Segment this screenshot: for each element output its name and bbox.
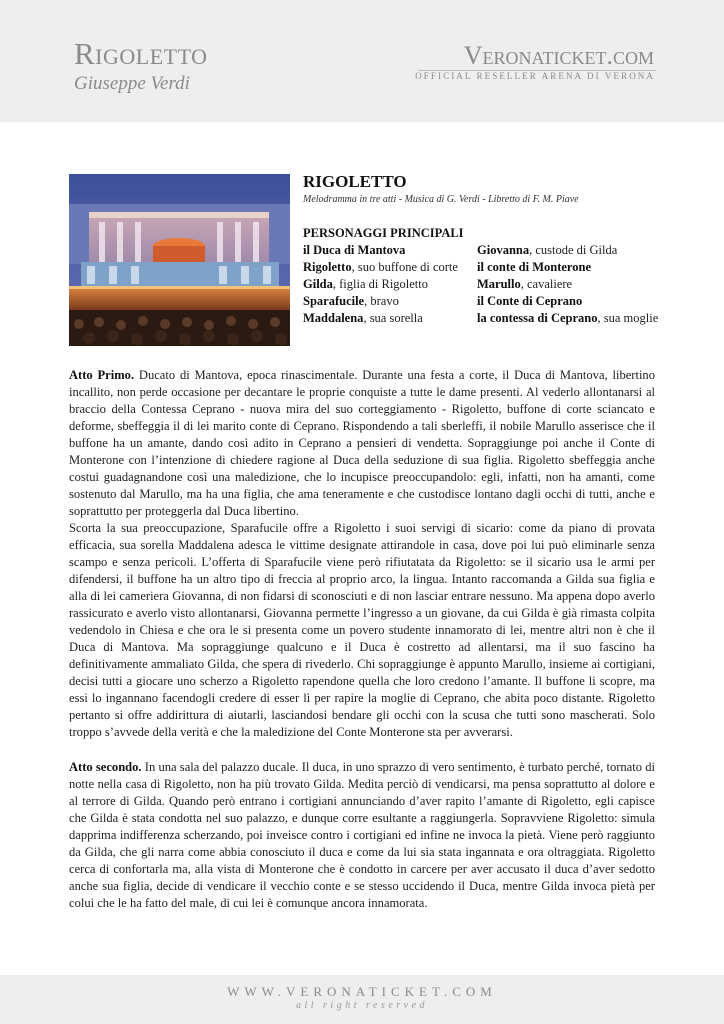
character-item: Giovanna, custode di Gilda [477, 243, 618, 257]
character-item: Sparafucile, bravo [303, 294, 399, 308]
footer-url[interactable]: WWW.VERONATICKET.COM [227, 984, 497, 999]
character-item: Gilda, figlia di Rigoletto [303, 277, 429, 291]
act1-paragraph: Atto Primo. Ducato di Mantova, epoca rinascimentale. Durante una festa a corte, il Duca di Mantova, libertino incallito, non perde occasione per decantare le proprie conquiste a tutte le dame presenti. Al vederlo allontanarsi al braccio della Contessa Ceprano - nuova mira del suo corteggiamento - Rigoletto, buffone di corte sciancato e deforme, sbeffeggia il di lei marito conte di Ceprano. Rispondendo a tali sberleffi, il nobile Marullo asserisce che il buffone ha un amante, dando così adito in Ceprano a pensieri di vendetta. Sopraggiunge poi anche il Conte di Monterone con l’intenzione di chiedere ragione al Duca della seduzione di sua figlia. Rigoletto sbeffeggia anche costui guadagnandone così una maledizione, che lo incupisce preoccupandolo: egli, infatti, non ha amanti, come sostenuto dal Marullo, ma ha una figlia, che ama teneramente e che custodisce lontano dagli occhi di tutti, anche e soprattutto per proteggerla dal Duca libertino. [69, 368, 655, 518]
characters-column-right [477, 242, 658, 327]
act1-title: Atto Primo. [69, 368, 135, 382]
act2-title: Atto secondo. [69, 760, 142, 774]
character-item: Maddalena, sua sorella [303, 311, 423, 325]
characters-list [303, 242, 683, 327]
synopsis [69, 367, 655, 912]
page-footer [0, 975, 724, 1024]
arena-stage-photo [69, 174, 290, 346]
character-item: il Duca di Mantova [303, 243, 406, 257]
act2-paragraph: Atto secondo. In una sala del palazzo ducale. Il duca, in uno sprazzo di vero sentimento, è turbato perché, tornato di notte nella casa di Rigoletto, non ha più trovato Gilda. Medita perciò di vendicarsi, ma pensa soprattutto al dolore e al terrore di Gilda. Quando però entrano i cortigiani annunciando d’aver rapito l’amante di Rigoletto, egli capisce che Gilda è stata condotta nel suo palazzo, e dunque corre esultante a raggiungerla. Sopravviene Rigoletto: simula dapprima indifferenza scherzando, poi inveisce contro i cortigiani ed infine ne invoca la pietà. Viene però raggiunto da Gilda, che gli narra come abbia conosciuto il duca e come da lui sia stata ingannata e ora oltraggiata. Rigoletto cerca di confortarla ma, alla vista di Monterone che è condotto in carcere per aver accusato il duca d’aver sedotto anche sua figlia, decide di vendicare il vecchio conte e se stesso uccidendo il Duca, mentre Gilda invoca pietà per colui che le ha fatto del male, di cui lei è comunque ancora innamorata. [69, 760, 655, 910]
site-name[interactable]: Veronaticket.com [463, 41, 654, 70]
characters-heading: PERSONAGGI PRINCIPALI [303, 226, 464, 240]
characters-column-left [303, 242, 477, 327]
page-header [0, 0, 724, 122]
site-tagline: OFFICIAL RESELLER ARENA DI VERONA [415, 71, 655, 81]
arena-stage-illustration [69, 174, 290, 346]
act1-paragraph-2: Scorta la sua preoccupazione, Sparafucile offre a Rigoletto i suoi servigi di sicario: come da piano di provata efficacia, sua sorella Maddalena adesca le vittime designate attirandole in casa, dove poi lui può eliminarle senza scampo e senza pericoli. L’offerta di Sparafucile viene però rifiutatata da Rigoletto: se il sicario usa le armi per difendersi, il buffone ha un altro tipo di freccia al proprio arco, la lingua. Intanto raccomanda a Gilda sua figlia e alla di lei cameriera Giovanna, di non fidarsi di sconosciuti e di non lasciar entrare nessuno. Ma appena dopo averlo rassicurato e averlo visto allontanarsi, Giovanna permette l’ingresso a un giovane, da cui Gilda è già rimasta colpita vedendolo in Chiesa e che ora le si presenta come un povero studente innamorato di lei, mentre altri non è che il Duca di Mantova. Ma sopraggiunge qualcuno e il Duca è costretto ad allentarsi, ma il suo fascino ha definitivamente ammaliato Gilda, che spera di rivederlo. Chi sopraggiunge è appunto Marullo, insieme ai cortigiani, decisi tutti a giocare uno scherzo a Rigoletto rapendone quella che loro credono l’amante. Il buffone li scopre, ma essi lo ingannano facendogli credere di esser lì per rapire la moglie di Ceprano, che abita poco distante. Rigoletto pertanto si offre addirittura di aiutarli, lasciandosi bendare gli occhi con la scusa che tutti sono mascherati. Solo troppo s’avvede della verità e che la maledizione del Conte Monterone sta per avverarsi. [69, 521, 655, 739]
footer-rights: all right reserved [295, 1000, 429, 1011]
character-item: la contessa di Ceprano, sua moglie [477, 311, 659, 325]
character-item: Marullo, cavaliere [477, 277, 573, 291]
composer-name: Giuseppe Verdi [74, 73, 190, 94]
character-item: il Conte di Ceprano [477, 294, 583, 308]
intro-title: RIGOLETTO [303, 172, 407, 191]
opera-title: Rigoletto [74, 36, 208, 71]
character-item: Rigoletto, suo buffone di corte [303, 260, 458, 274]
opera-intro [303, 172, 683, 327]
character-item: il conte di Monterone [477, 260, 591, 274]
intro-subtitle: Melodramma in tre atti - Musica di G. Verdi - Libretto di F. M. Piave [303, 194, 579, 205]
